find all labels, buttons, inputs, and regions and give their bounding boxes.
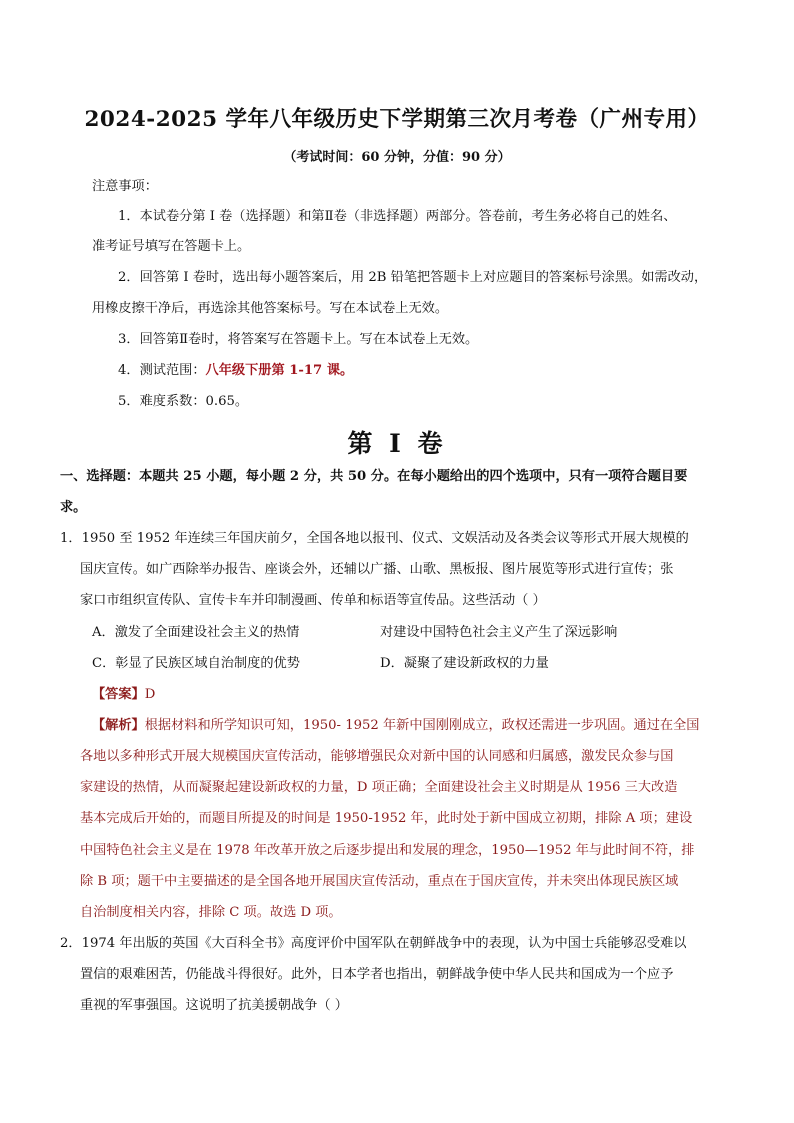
section-title: 第 I 卷 <box>347 429 447 458</box>
q1-option-b: 对建设中国特色社会主义产生了深远影响 <box>380 625 618 640</box>
q1-analysis-line-2: 各地以多种形式开展大规模国庆宣传活动，能够增强民众对新中国的认同感和归属感，激发民众参与国 <box>80 749 674 764</box>
note-4 <box>118 362 353 380</box>
note-2-line-2: 用橡皮擦干净后，再选涂其他答案标号。写在本试卷上无效。 <box>92 301 449 316</box>
q1-stem-line-2: 国庆宣传。如广西除举办报告、座谈会外，还辅以广播、山歌、黑板报、图片展览等形式进行宣传；张 <box>80 562 674 577</box>
note-1-line-2: 准考证号填写在答题卡上。 <box>92 239 251 254</box>
q1-analysis-line-4: 基本完成后开始的，而题目所提及的时间是 1950-1952 年，此时处于新中国成立初期，排除 A 项；建设 <box>80 811 693 826</box>
q1-analysis-line-6: 除 B 项；题干中主要描述的是全国各地开展国庆宣传活动，重点在于国庆宣传，并未突出体现民族区域 <box>80 874 679 889</box>
analysis-label: 【解析】 <box>92 718 145 733</box>
q1-stem-line-1: 1．1950 至 1952 年连续三年国庆前夕，全国各地以报刊、仪式、文娱活动及各类会议等形式开展大规模的 <box>60 531 689 546</box>
notes-heading: 注意事项： <box>92 179 158 194</box>
q2-stem-line-3: 重视的军事强国。这说明了抗美援朝战争（ ） <box>80 998 348 1013</box>
q1-analysis-line-7: 自治制度相关内容，排除 C 项。故选 D 项。 <box>80 905 342 920</box>
q1-analysis-line-5: 中国特色社会主义是在 1978 年改革开放之后逐步提出和发展的理念，1950—1952 年与此时间不符，排 <box>80 843 695 858</box>
answer-label: 【答案】 <box>92 687 145 702</box>
section-intro-bold: 四个 <box>489 469 516 484</box>
section-intro-bold2: 中 <box>542 469 556 484</box>
exam-subtitle: （考试时间：60 分钟，分值：90 分） <box>283 150 511 165</box>
note-4-prefix: 4．测试范围： <box>118 363 206 378</box>
q1-option-d: D．凝聚了建设新政权的力量 <box>380 656 549 671</box>
section-intro-mid: 选项 <box>515 469 543 484</box>
note-3: 3．回答第Ⅱ卷时，将答案写在答题卡上。写在本试卷上无效。 <box>118 332 479 347</box>
section-intro-a: 一、选择题：本题共 25 小题，每小题 2 分，共 50 分。在每小题给出的 <box>60 469 490 484</box>
q1-answer <box>92 686 155 704</box>
note-2-line-1: 2．回答第 I 卷时，选出每小题答案后，用 2B 铅笔把答题卡上对应题目的答案标号涂黑。如需改动， <box>118 270 708 285</box>
section-intro-suffix: ，只有一项符合题目要 <box>555 469 688 484</box>
q1-option-c: C．彰显了民族区域自治制度的优势 <box>92 656 300 671</box>
q1-analysis-line-3: 家建设的热情，从而凝聚起建设新政权的力量，D 项正确；全面建设社会主义时期是从 1956 三大改造 <box>80 780 678 795</box>
q1-option-a: A．激发了全面建设社会主义的热情 <box>92 625 300 640</box>
q2-stem-line-2: 置信的艰难困苦，仍能战斗得很好。此外，日本学者也指出，朝鲜战争使中华人民共和国成为一个应予 <box>80 967 674 982</box>
q1-analysis-line-1 <box>92 717 699 735</box>
note-1-line-1: 1．本试卷分第 I 卷（选择题）和第Ⅱ卷（非选择题）两部分。答卷前，考生务必将自己的姓名、 <box>118 209 677 224</box>
section-intro-line-2: 求。 <box>60 500 87 515</box>
note-5: 5．难度系数：0.65。 <box>118 394 249 409</box>
q2-stem-line-1: 2．1974 年出版的英国《大百科全书》高度评价中国军队在朝鲜战争中的表现，认为中国士兵能够忍受难以 <box>60 936 687 951</box>
exam-title: 2024-2025 学年八年级历史下学期第三次月考卷（广州专用） <box>84 107 710 132</box>
section-intro-line-1 <box>60 468 687 486</box>
answer-value: D <box>144 687 156 702</box>
q1-stem-line-3: 家口市组织宣传队、宣传卡车并印制漫画、传单和标语等宣传品。这些活动（ ） <box>80 593 546 608</box>
test-scope: 八年级下册第 1-17 课。 <box>205 363 354 378</box>
analysis-text-1: 根据材料和所学知识可知，1950- 1952 年新中国刚刚成立，政权还需进一步巩固。通过在全国 <box>144 718 700 733</box>
